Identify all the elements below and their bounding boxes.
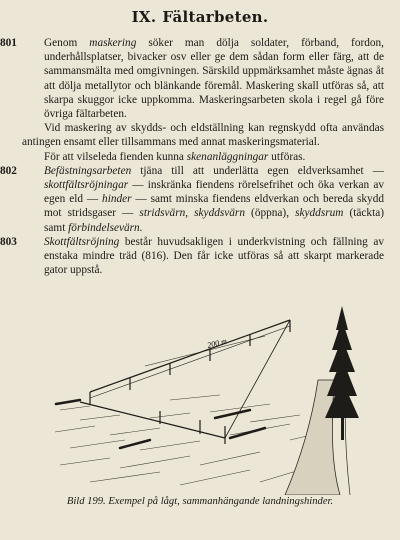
text-run: består huvudsakligen i underkvistning och fällning av enstaka mindre träd (816). Den får icke utföras så att skarpt markerade gator uppstå.	[44, 235, 384, 277]
text-run: (täckta) samt	[44, 207, 384, 234]
figure-caption: Bild 199. Exempel på lågt, sammanhängande landningshinder.	[66, 496, 334, 507]
italic-term: stridsvärn, skyddsvärn	[139, 207, 245, 220]
italic-term: skyddsrum	[295, 207, 344, 220]
text-run: tjäna till att underlätta egen eldverksamhet —	[131, 164, 384, 177]
paragraph	[0, 235, 384, 278]
text-run: Vid maskering av skydds- och eldställning kan regnskydd ofta användas antingen ensamt eller tillsammans med annat maskeringsmaterial.	[22, 122, 384, 149]
dimension-label: 200 m	[206, 336, 228, 350]
paragraph	[0, 164, 384, 235]
italic-term: Skottfältsröjning	[44, 235, 120, 248]
text-run: söker man dölja soldater, förband, fordon, underhållsplatser, bivacker osv eller ge dem sådan form eller färg, att de sammansmälta med omgivningen. Särskild uppmärksamhet måste ägnas åt att dölja metallytor och blänkande föremål. Maskering skall utföras så, att skarpa skuggor icke uppkomma. Maskeringsarbeten skola i regel gå före övriga fältarbeten.	[44, 37, 384, 121]
italic-term: hinder	[102, 193, 132, 206]
chapter-title: Fältarbeten.	[162, 8, 269, 26]
fence-obstacle	[80, 320, 290, 444]
paragraph	[22, 121, 384, 149]
chapter-number: IX.	[131, 8, 157, 26]
paragraph-number: 801	[0, 37, 17, 49]
chapter-heading	[0, 8, 400, 26]
ground-texture	[55, 395, 320, 485]
text-run: (öppna),	[244, 207, 296, 220]
italic-term: skenanläggningar	[186, 150, 269, 163]
italic-term: Befästningsarbeten	[44, 164, 132, 177]
italic-term: maskering	[89, 37, 137, 49]
landing-obstacle-illustration	[50, 300, 370, 495]
paragraph	[0, 36, 384, 121]
text-run: — samt minska fiendens eldverkan och bereda skydd mot stridsgaser —	[44, 193, 384, 220]
text-run: För att vilseleda fienden kunna	[44, 150, 187, 163]
italic-term: skottfältsröjningar	[44, 179, 129, 192]
paragraph-number: 802	[0, 164, 17, 177]
text-run: utföras.	[268, 150, 306, 163]
text-run: — inskränka fiendens rörelsefrihet och öka verkan av egen eld —	[44, 179, 384, 206]
body-text	[0, 36, 384, 277]
text-run: Genom	[44, 37, 90, 49]
paragraph	[22, 150, 384, 164]
dimension-line	[145, 336, 265, 366]
italic-term: förbindelsevärn.	[68, 221, 143, 234]
road	[285, 380, 340, 495]
paragraph-number: 803	[0, 235, 17, 248]
